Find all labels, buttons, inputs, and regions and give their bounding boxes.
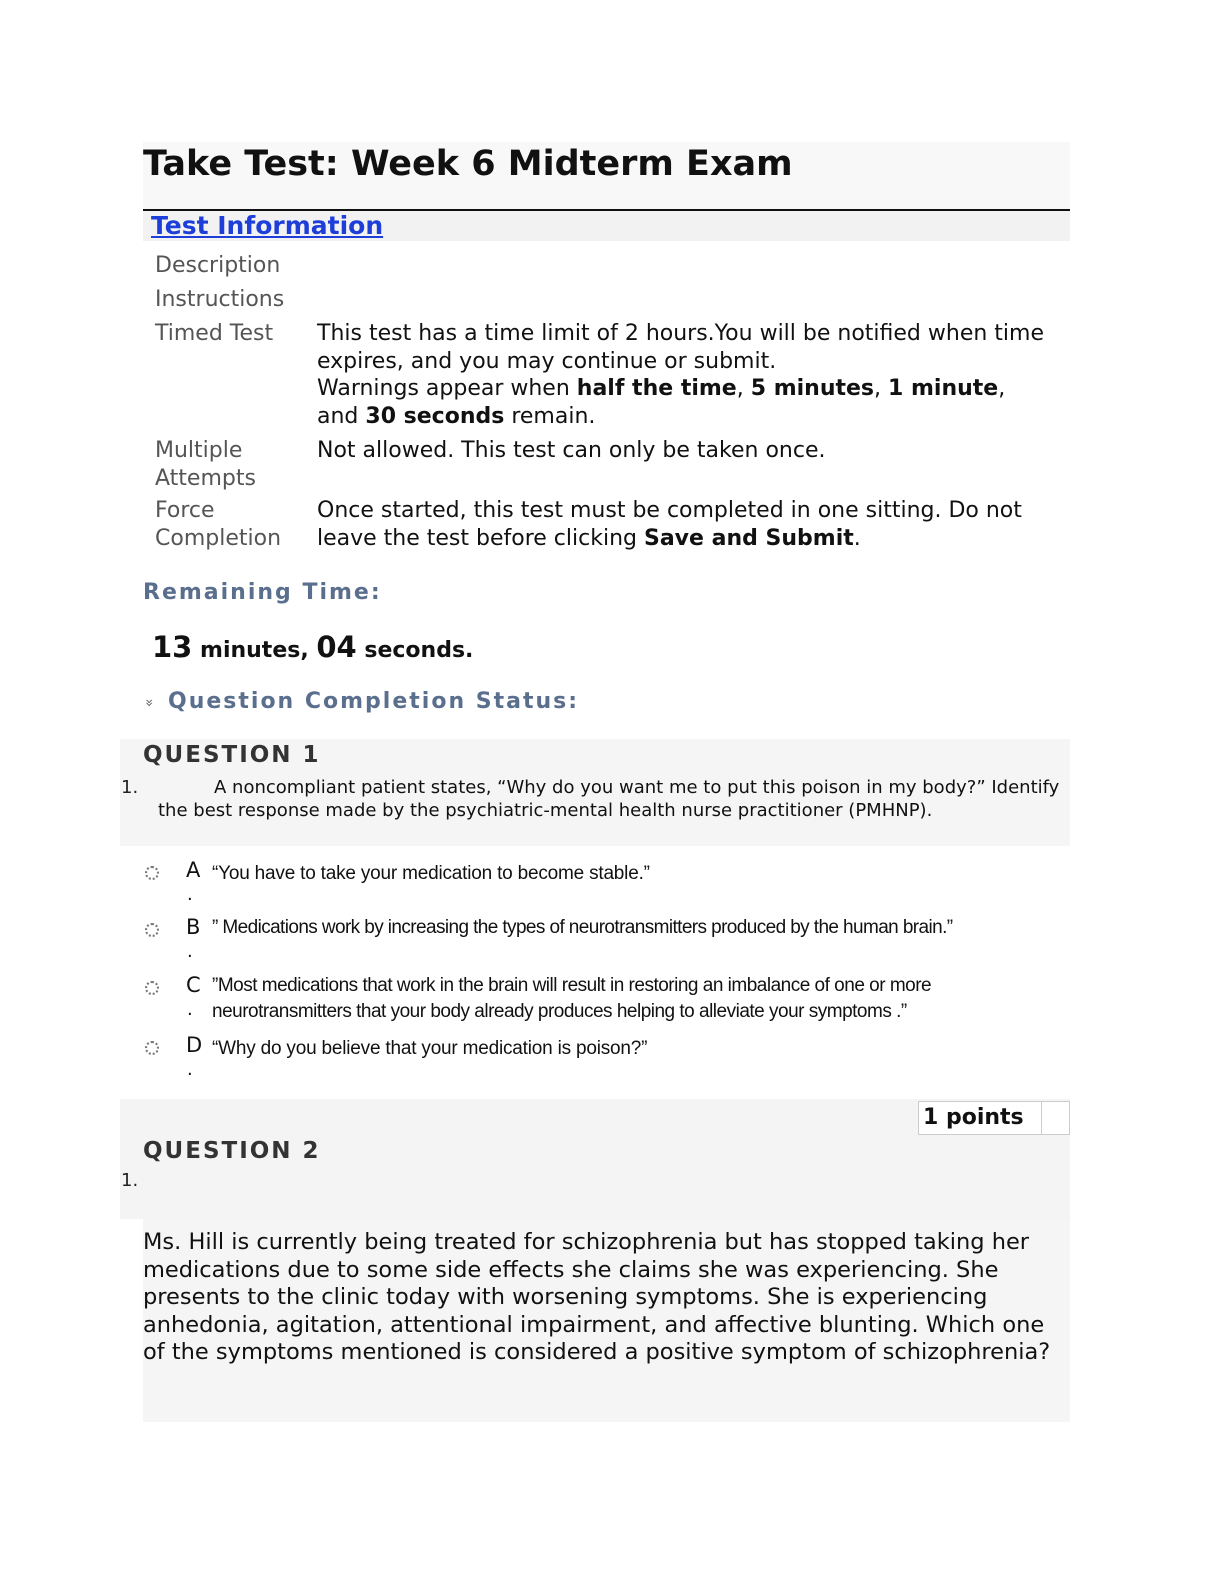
question-2-points: 1 points <box>918 1101 1042 1135</box>
timer-minutes-unit: minutes, <box>192 638 317 663</box>
timed-warn-half: half the time <box>576 376 737 401</box>
option-d-radio[interactable] <box>145 1041 159 1055</box>
option-d-text: “Why do you believe that your medication is poison?” <box>212 1038 648 1059</box>
timed-test-value <box>317 320 1047 430</box>
timed-warn-suffix: remain. <box>504 403 596 429</box>
points-spacer <box>1042 1101 1070 1135</box>
option-b-text: ” Medications work by increasing the types of neurotransmitters produced by the human brain.” <box>212 917 953 938</box>
force-completion-text: Once started, this test must be completed in one sitting. Do not leave the test before clicking <box>317 498 1022 551</box>
force-completion-suffix: . <box>853 525 861 551</box>
option-c-dot: . <box>187 999 193 1020</box>
force-completion-label: Force Completion <box>155 498 282 551</box>
timed-sep-3: , and <box>317 376 1006 429</box>
remaining-time-label: Remaining Time: <box>143 580 382 605</box>
option-c-text: ”Most medications that work in the brain will result in restoring an imbalance of one or more neurotransmitters that your body already produces helping to alleviate your symptoms .” <box>212 975 932 1022</box>
question-2-heading: QUESTION 2 <box>143 1138 321 1164</box>
timer-seconds: 04 <box>316 630 357 664</box>
option-b-radio[interactable] <box>145 923 159 937</box>
timed-warn-prefix: Warnings appear when <box>317 376 577 401</box>
timed-sep-2: , <box>874 376 889 401</box>
question-1-text: A noncompliant patient states, “Why do you want me to put this poison in my body?” Identify the best response made by the psychiatric-mental health nurse practitioner (PMHNP). <box>158 777 1060 821</box>
collapse-chevron-icon[interactable]: » <box>141 698 158 708</box>
timed-warn-30: 30 seconds <box>365 403 505 429</box>
force-completion-value <box>317 497 1047 552</box>
multiple-attempts-value: Not allowed. This test can only be taken once. <box>317 438 826 463</box>
save-and-submit-text: Save and Submit <box>643 525 854 551</box>
test-information-header <box>143 211 1070 241</box>
option-d-dot: . <box>187 1059 193 1080</box>
remaining-time-value <box>152 630 473 664</box>
question-completion-status-label[interactable]: Question Completion Status: <box>168 689 580 714</box>
question-2-text: Ms. Hill is currently being treated for schizophrenia but has stopped taking her medications due to some side effects she claims she was experiencing. She presents to the clinic today with worsening symptoms. She is experiencing anhedonia, agitation, attentional impairment, and affective blunting. Which one of the symptoms mentioned is considered a positive symptom of schizophrenia? <box>143 1229 1051 1366</box>
option-a-dot: . <box>187 884 193 905</box>
option-b-letter: B <box>186 915 201 939</box>
multiple-attempts-label: Multiple Attempts <box>155 438 256 491</box>
option-b-dot: . <box>187 941 193 962</box>
timed-warn-5: 5 minutes <box>750 376 875 401</box>
instructions-label: Instructions <box>155 287 285 312</box>
option-d-letter: D <box>186 1033 203 1057</box>
description-label: Description <box>155 253 281 278</box>
timed-warn-1: 1 minute <box>888 376 999 401</box>
option-c-letter: C <box>186 973 201 997</box>
option-c-radio[interactable] <box>145 981 159 995</box>
question-2-number: 1. <box>121 1170 139 1191</box>
title-area <box>143 142 1070 210</box>
question-1-heading: QUESTION 1 <box>143 742 321 768</box>
timed-test-label: Timed Test <box>155 321 274 346</box>
question-1-number: 1. <box>121 777 139 798</box>
test-information-link[interactable]: Test Information <box>151 211 384 240</box>
page-title: Take Test: Week 6 Midterm Exam <box>143 144 793 184</box>
timed-sep-1: , <box>736 376 751 401</box>
timer-minutes: 13 <box>152 630 193 664</box>
timed-test-limit: This test has a time limit of 2 hours.You will be notified when time expires, and you may continue or submit. <box>317 321 1044 374</box>
timer-seconds-unit: seconds. <box>356 638 474 663</box>
option-a-radio[interactable] <box>145 866 159 880</box>
option-a-letter: A <box>186 858 201 882</box>
option-a-text: “You have to take your medication to become stable.” <box>212 863 650 884</box>
